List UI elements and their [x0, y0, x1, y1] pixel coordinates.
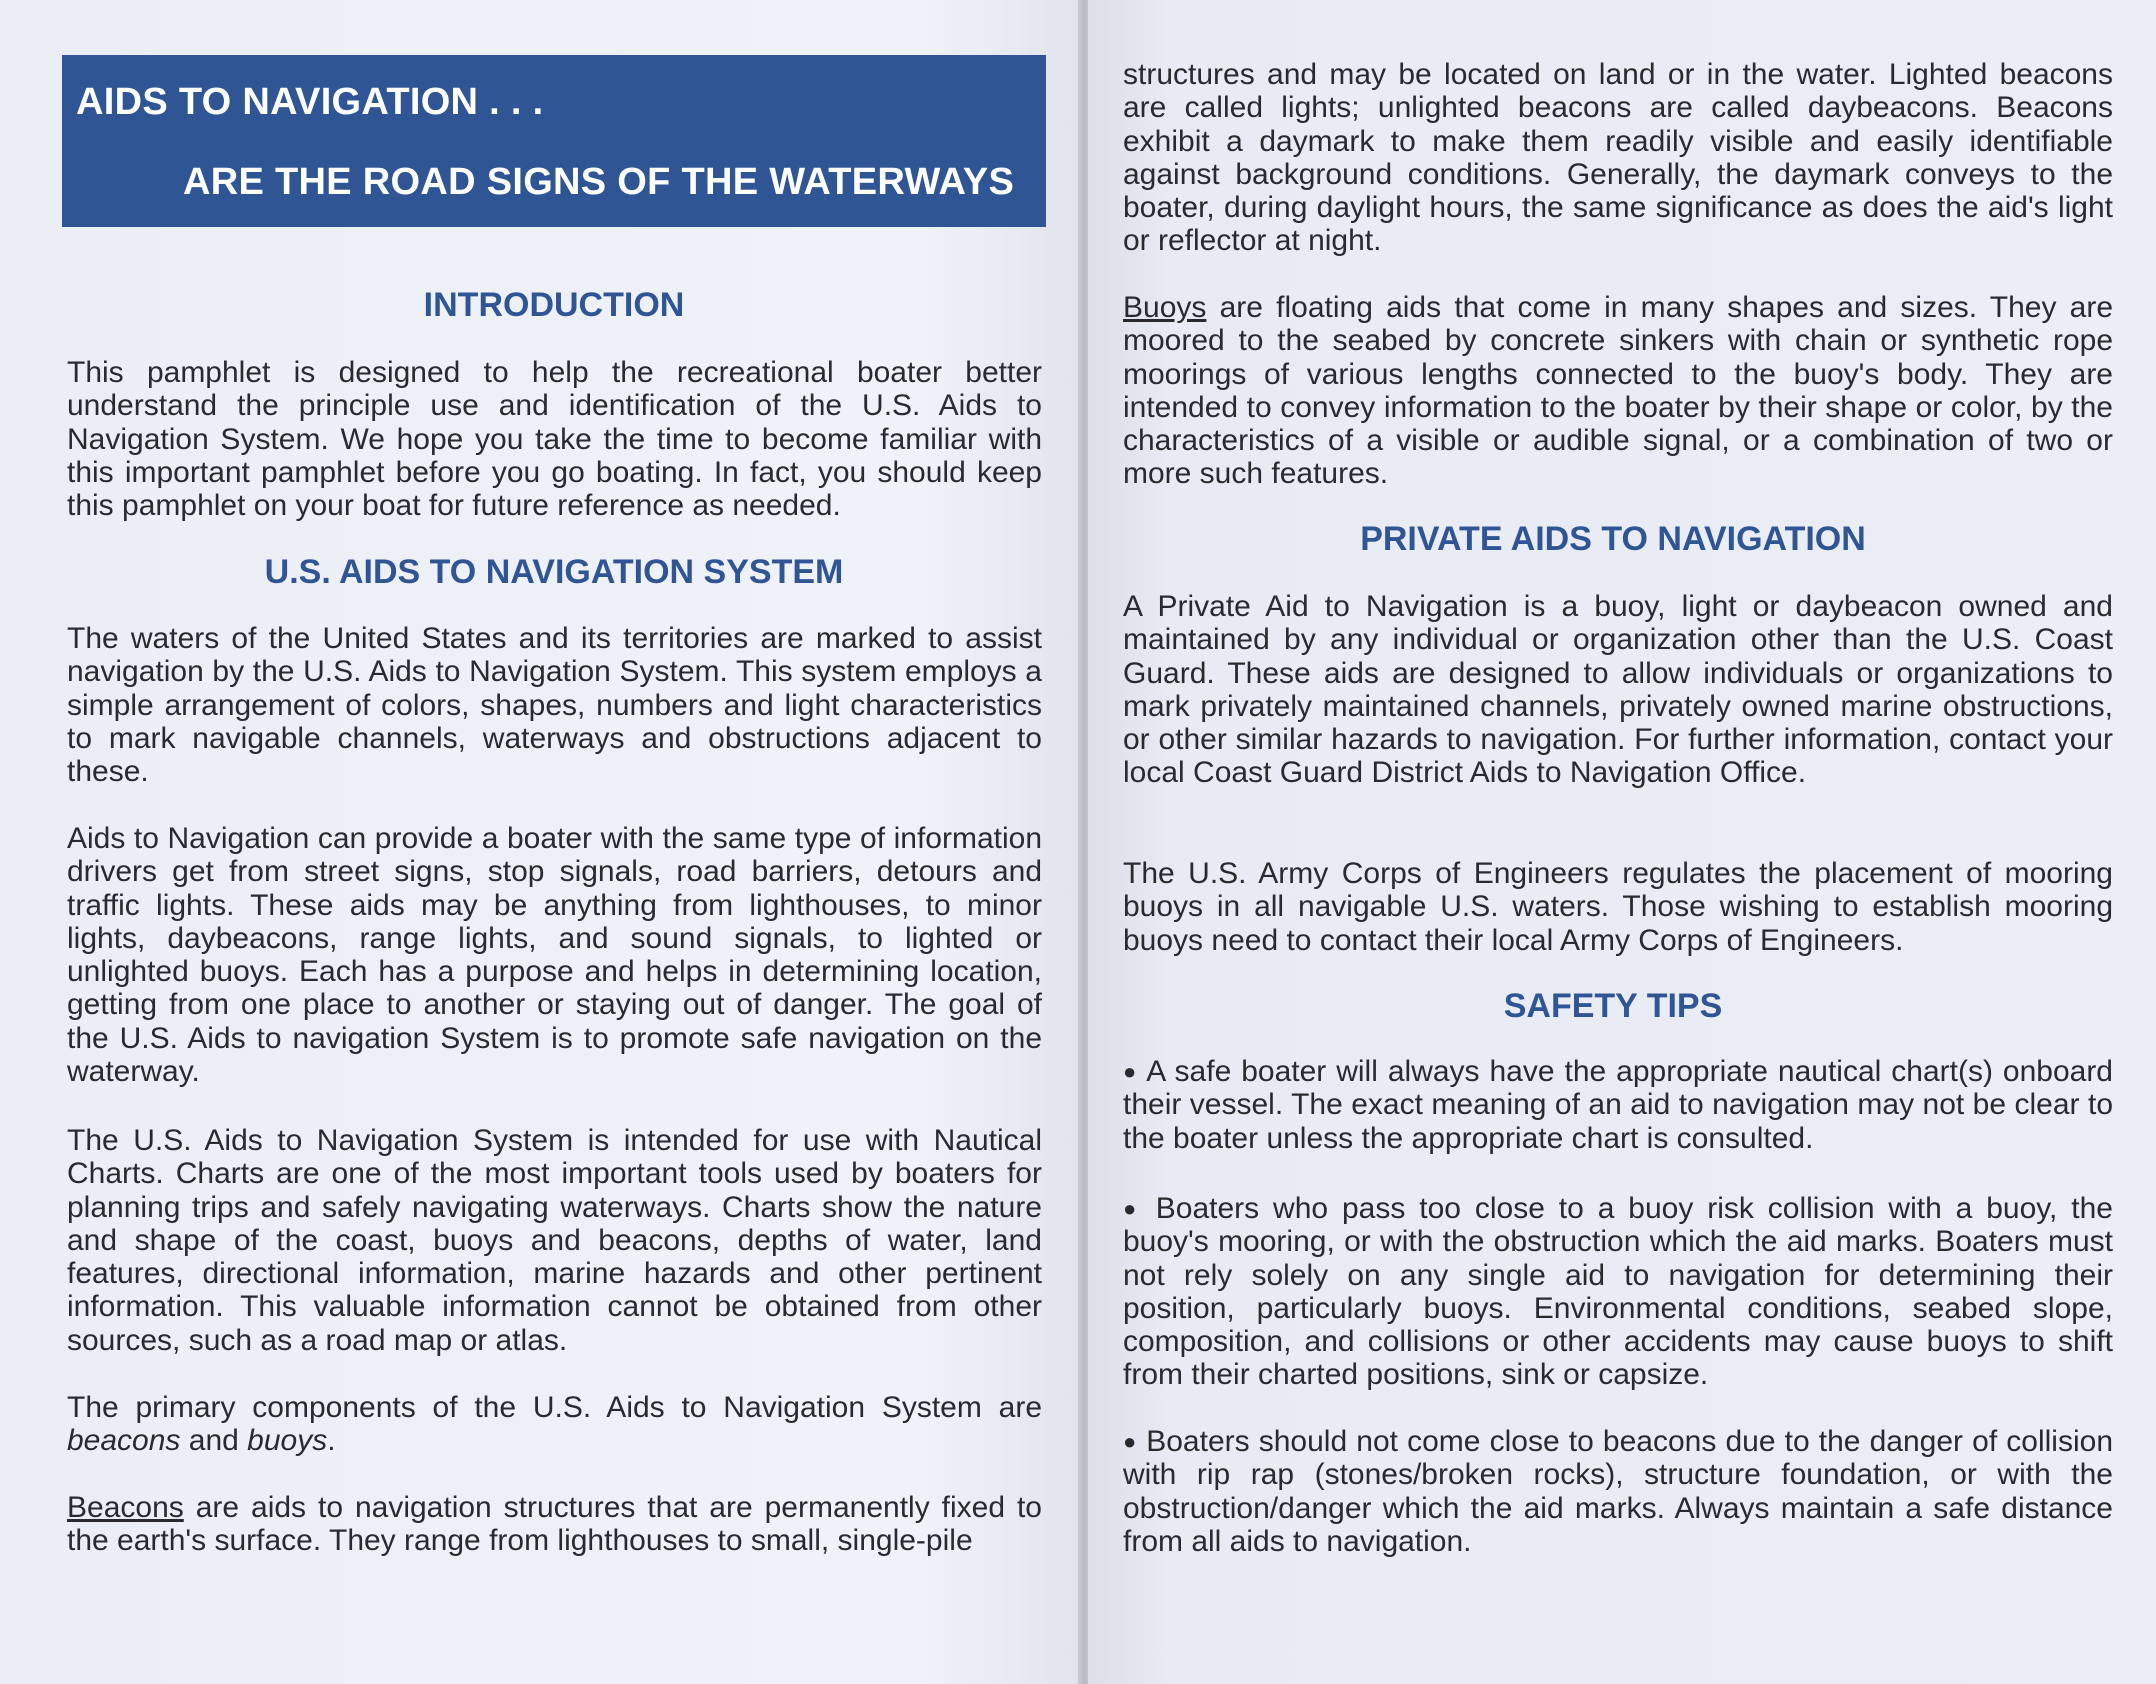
beacons-term: beacons — [67, 1424, 181, 1458]
beacons-definition: are aids to navigation structures that are permanently fixed to the earth's surface. They range from lighthouses to small, single-pile — [67, 1491, 1042, 1558]
system-paragraph-1: The waters of the United States and its territories are marked to assist navigation by the U.S. Aids to Navigation System. This system employs a simple arrangement of colors, shapes, numbers and light characteristics to mark navigable channels, waterways and obstructions adjacent to these. — [67, 622, 1042, 789]
safety-tip-3 — [1123, 1425, 2113, 1558]
safety-tip-1 — [1123, 1055, 2113, 1155]
beacons-term-underlined: Beacons — [67, 1491, 184, 1524]
private-aids-paragraph-1: A Private Aid to Navigation is a buoy, light or daybeacon owned and maintained by any individual or organization other than the U.S. Coast Guard. These aids are designed to allow individuals or organizations to mark privately maintained channels, privately owned marine obstructions, or other similar hazards to navigation. For further information, contact your local Coast Guard District Aids to Navigation Office. — [1123, 590, 2113, 790]
bullet-icon: ● — [1123, 1429, 1138, 1454]
system-paragraph-3: The U.S. Aids to Navigation System is intended for use with Nautical Charts. Charts are one of the most important tools used by boaters for planning trips and safely navigating waterways. Charts show the nature and shape of the coast, buoys and beacons, depths of water, land features, directional information, marine hazards and other pertinent information. This valuable information cannot be obtained from other sources, such as a road map or atlas. — [67, 1124, 1042, 1357]
right-page — [1088, 0, 2156, 1684]
system-paragraph-4 — [67, 1391, 1042, 1458]
beacons-continued-paragraph: structures and may be located on land or in the water. Lighted beacons are called lights; unlighted beacons are called daybeacons. Beacons exhibit a daymark to make them readily visible and easily identifiable against background conditions. Generally, the daymark conveys to the boater, during daylight hours, the same significance as does the aid's light or reflector at night. — [1123, 58, 2113, 258]
system-paragraph-2: Aids to Navigation can provide a boater with the same type of information drivers get from street signs, stop signals, road barriers, detours and traffic lights. These aids may be anything from lighthouses, to minor lights, daybeacons, range lights, and sound signals, to lighted or unlighted buoys. Each has a purpose and helps in determining location, getting from one place to another or staying out of danger. The goal of the U.S. Aids to navigation System is to promote safe navigation on the waterway. — [67, 822, 1042, 1089]
system-heading: U.S. AIDS TO NAVIGATION SYSTEM — [264, 553, 844, 591]
components-text: The primary components of the U.S. Aids to Navigation System are — [67, 1391, 1042, 1424]
banner-title-line2: ARE THE ROAD SIGNS OF THE WATERWAYS — [183, 161, 1015, 203]
title-banner — [62, 55, 1046, 227]
buoys-paragraph — [1123, 291, 2113, 491]
safety-tip-3-text: Boaters should not come close to beacons due to the danger of collision with rip rap (stones/broken rocks), structure foundation, or with the obstruction/danger which the aid marks. Always maintain a safe distance from all aids to navigation. — [1123, 1425, 2114, 1558]
period-text: . — [327, 1424, 336, 1458]
buoys-definition: are floating aids that come in many shapes and sizes. They are moored to the seabed by concrete sinkers with chain or synthetic rope moorings of various lengths connected to the buoy's body. They are intended to convey information to the boater by their shape or color, by the characteristics of a visible or audible signal, or a combination of two or more such features. — [1123, 291, 2113, 491]
safety-tip-2-text: Boaters who pass too close to a buoy risk collision with a buoy, the buoy's mooring, or with the obstruction which the aid marks. Boaters must not rely solely on any single aid to navigation for determining their position, particularly buoys. Environmental conditions, seabed slope, composition, and collisions or other accidents may cause buoys to shift from their charted positions, sink or capsize. — [1123, 1192, 2113, 1392]
safety-tip-2 — [1123, 1192, 2113, 1392]
and-text: and — [180, 1424, 248, 1458]
bullet-icon: ● — [1123, 1196, 1142, 1221]
buoys-term: buoys — [247, 1424, 328, 1458]
safety-tips-heading: SAFETY TIPS — [1503, 987, 1723, 1025]
introduction-heading: INTRODUCTION — [423, 286, 685, 324]
introduction-paragraph: This pamphlet is designed to help the recreational boater better understand the principle use and identification of the U.S. Aids to Navigation System. We hope you take the time to become familiar with this important pamphlet before you go boating. In fact, you should keep this pamphlet on your boat for future reference as needed. — [67, 356, 1042, 523]
banner-title-line1: AIDS TO NAVIGATION . . . — [76, 81, 544, 123]
buoys-term-underlined: Buoys — [1123, 291, 1207, 324]
safety-tip-1-text: A safe boater will always have the appropriate nautical chart(s) onboard their vessel. The exact meaning of an aid to navigation may not be clear to the boater unless the appropriate chart is consulted. — [1123, 1055, 2113, 1155]
private-aids-paragraph-2: The U.S. Army Corps of Engineers regulates the placement of mooring buoys in all navigable U.S. waters. Those wishing to establish mooring buoys need to contact their local Army Corps of Engineers. — [1123, 857, 2113, 957]
beacons-paragraph — [67, 1491, 1042, 1558]
bullet-icon: ● — [1123, 1059, 1138, 1084]
private-aids-heading: PRIVATE AIDS TO NAVIGATION — [1360, 520, 1866, 558]
